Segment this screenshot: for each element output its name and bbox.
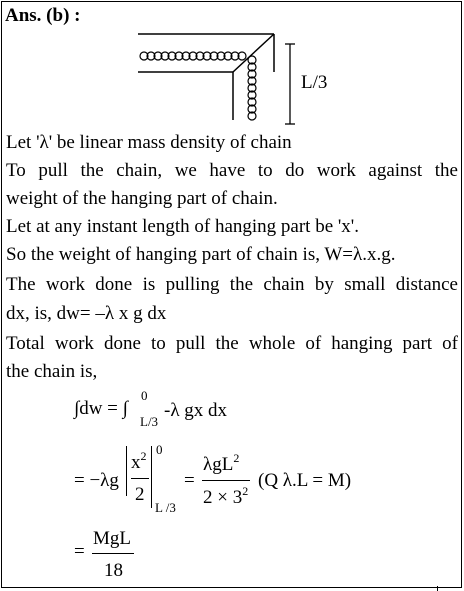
eq1-integrand: -λ gx dx — [164, 400, 228, 421]
text-line-4: Let at any instant length of hanging part be 'x'. — [6, 216, 359, 237]
text-line-7: dx, is, dw= –λ x g dx — [6, 303, 167, 324]
eq3-den: 18 — [104, 560, 123, 581]
text-line-3: weight of the hanging part of chain. — [6, 188, 278, 209]
eq2-frac-num-exp: 2 — [140, 449, 147, 463]
eval-bar-left — [126, 446, 127, 496]
eq2-eval-lower: L /3 — [155, 500, 176, 515]
text-line-1: Let 'λ' be linear mass density of chain — [6, 132, 292, 153]
eq1-lhs: ∫dw = ∫ — [74, 398, 128, 419]
hanging-length-label: L/3 — [301, 72, 328, 93]
eq2-note: (Q λ.L = M) — [258, 470, 352, 491]
eq3-prefix: = — [74, 541, 85, 562]
page-edge-mark — [437, 586, 438, 591]
eq1-lower-limit: L/3 — [140, 414, 159, 429]
eq2-frac-num: x — [131, 452, 141, 473]
text-line-2: To pull the chain, we have to do work against the — [6, 160, 458, 181]
eq2-frac-bar — [131, 478, 149, 479]
eq2-frac-den: 2 — [135, 484, 145, 505]
eq2-rhs-den-exp: 2 — [242, 484, 249, 498]
text-line-5: So the weight of hanging part of chain is, W=λ.x.g. — [6, 244, 396, 265]
eq2-prefix: = −λg — [74, 470, 119, 491]
text-line-8: Total work done to pull the whole of hanging part of — [6, 333, 458, 354]
eq2-rhs-bar — [202, 480, 250, 481]
chain-horizontal — [140, 52, 246, 60]
answer-heading: Ans. (b) : — [5, 5, 81, 26]
eval-bar-right — [151, 446, 152, 508]
eq2-eval-upper: 0 — [156, 442, 163, 457]
chain-hanging — [248, 56, 256, 120]
eq3-bar — [92, 553, 134, 554]
eq3-num: MgL — [93, 528, 131, 549]
eq2-rhs-num-exp: 2 — [233, 451, 240, 465]
eq1-upper-limit: 0 — [141, 388, 148, 403]
eq2-equals: = — [184, 470, 195, 491]
text-line-9: the chain is, — [6, 361, 98, 382]
eq2-rhs-num: λgL — [203, 454, 234, 475]
text-line-6: The work done is pulling the chain by small distance — [6, 274, 458, 295]
eq2-rhs-den: 2 × 3 — [203, 487, 243, 508]
